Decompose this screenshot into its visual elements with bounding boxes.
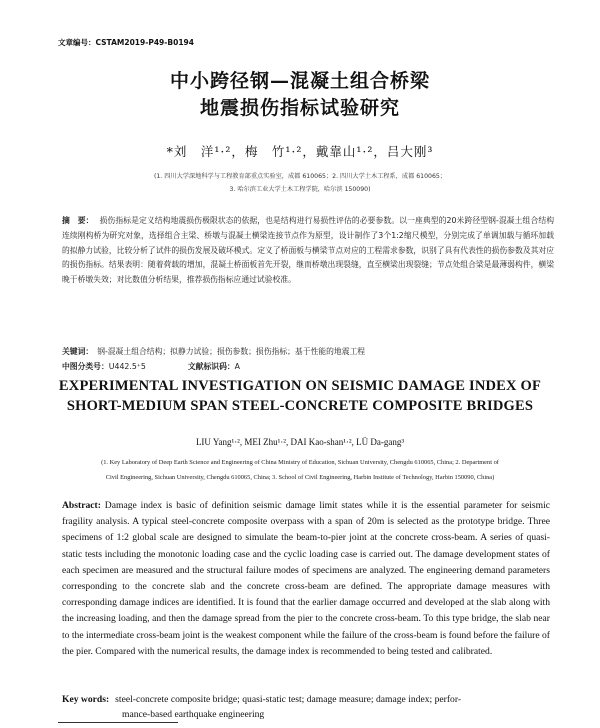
title-en-line1: EXPERIMENTAL INVESTIGATION ON SEISMIC DAMAGE INDEX OF xyxy=(58,378,542,394)
abstract-en-label: Abstract: xyxy=(62,500,101,511)
keywords-en xyxy=(62,692,550,722)
affiliation-en-line1: (1. Key Laboratory of Deep Earth Science and Engineering of China Ministry of Education, Sichuan University, Chengdu 610065, China; 2. Department of xyxy=(101,459,499,466)
title-en-line2: SHORT-MEDIUM SPAN STEEL-CONCRETE COMPOSITE BRIDGES xyxy=(66,398,534,414)
keywords-en-line1: steel-concrete composite bridge; quasi-static test; damage measure; damage index; perfor- xyxy=(115,694,462,705)
keywords-cn-text: 钢-混凝土组合结构；拟静力试验；损伤参数；损伤指标；基于性能的地震工程 xyxy=(97,347,366,356)
footnote-divider xyxy=(58,722,178,723)
clc-value: U442.5⁺5 xyxy=(108,362,146,371)
keywords-en-label: Key words: xyxy=(62,694,110,705)
title-cn-line2: 地震损伤指标试验研究 xyxy=(199,97,400,119)
abstract-en-text: Damage index is basic of definition seismic damage limit states while it is the essential parameter for seismic fragility analysis. A typical steel-concrete composite overpass with a span of 20m is selected as the prototype bridge. Three specimens of 1:2 global scale are designed to simulate the beam-to-pier joint at the concrete cross-beam. A series of quasi-static tests including the monotonic loading case and the cyclic loading case is carried out. The damage development states of each specimen are measured and the structural failure modes of specimens are analyzed. The engineering demand parameters corresponding to the concrete slab and the concrete cross-beam are defined. The appropriate damage measures with corresponding damage indices are identified. It is found that the earlier damage occurred and developed at the slab along with the increasing loading, and then the damage spread from the pier to the concrete cross-beam. To this type bridge, the slab near to the intermediate cross-beam joint is the weakest component while the failure of the cross-beam is found before the failure of the pier. Compared with the numerical results, the damage index is recommended to being tested and calibrated. xyxy=(62,500,550,657)
affiliation-cn-line1: (1. 四川大学深地科学与工程教育部重点实验室，成都 610065；2. 四川大学土木工程系，成都 610065； xyxy=(153,173,447,180)
affiliation-cn-line2: 3. 哈尔滨工业大学土木工程学院，哈尔滨 150090) xyxy=(229,186,371,193)
classification-cn xyxy=(62,361,240,372)
keywords-cn xyxy=(62,346,554,357)
keywords-en-line2: mance-based earthquake engineering xyxy=(122,709,265,720)
doc-code-label: 文献标识码： xyxy=(187,362,235,371)
authors-cn: *刘 洋¹·²，梅 竹¹·²，戴靠山¹·²，吕大刚³ xyxy=(166,144,434,159)
affiliation-en-line2: Civil Engineering, Sichuan University, Chengdu 610065, China; 3. School of Civil Engineering, Harbin Institute of Technology, Harbin 150090, China) xyxy=(105,474,495,481)
abstract-cn-label: 摘 要： xyxy=(62,216,94,225)
doc-code-value: A xyxy=(234,362,241,371)
clc-label: 中图分类号： xyxy=(62,362,109,371)
document-number: 文章编号：CSTAM2019-P49-B0194 xyxy=(58,38,194,47)
abstract-cn-text: 损伤指标是定义结构地震损伤极限状态的依据，也是结构进行易损性评估的必要参数。以一座典型的20米跨径型钢-混凝土组合结构连续刚构桥为研究对象，选择组合主梁、桥墩与混凝土横梁连接节点作为原型，设计制作了3个1:2缩尺模型，分别完成了单调加载与循环加载的拟静力试验，比较分析了试件的损伤发展及破坏模式。定义了桥面板与横梁节点对应的工程需求参数，识别了具有代表性的损伤参数及其对应的损伤指标。结果表明：随着荷载的增加，混凝土桥面板首先开裂，继而桥墩出现裂缝，直至横梁出现裂缝；节点处组合梁是最薄弱构件，横梁晚于桥墩失效；对比数值分析结果，推荐损伤指标应通过试验校准。 xyxy=(62,216,554,285)
abstract-cn xyxy=(62,214,554,288)
authors-en: LIU Yang¹·², MEI Zhu¹·², DAI Kao-shan¹·², LÜ Da-gang³ xyxy=(195,437,405,447)
title-cn-line1: 中小跨径钢—混凝土组合桥梁 xyxy=(169,70,430,92)
keywords-cn-label: 关键词： xyxy=(62,347,94,356)
abstract-en xyxy=(62,498,550,660)
